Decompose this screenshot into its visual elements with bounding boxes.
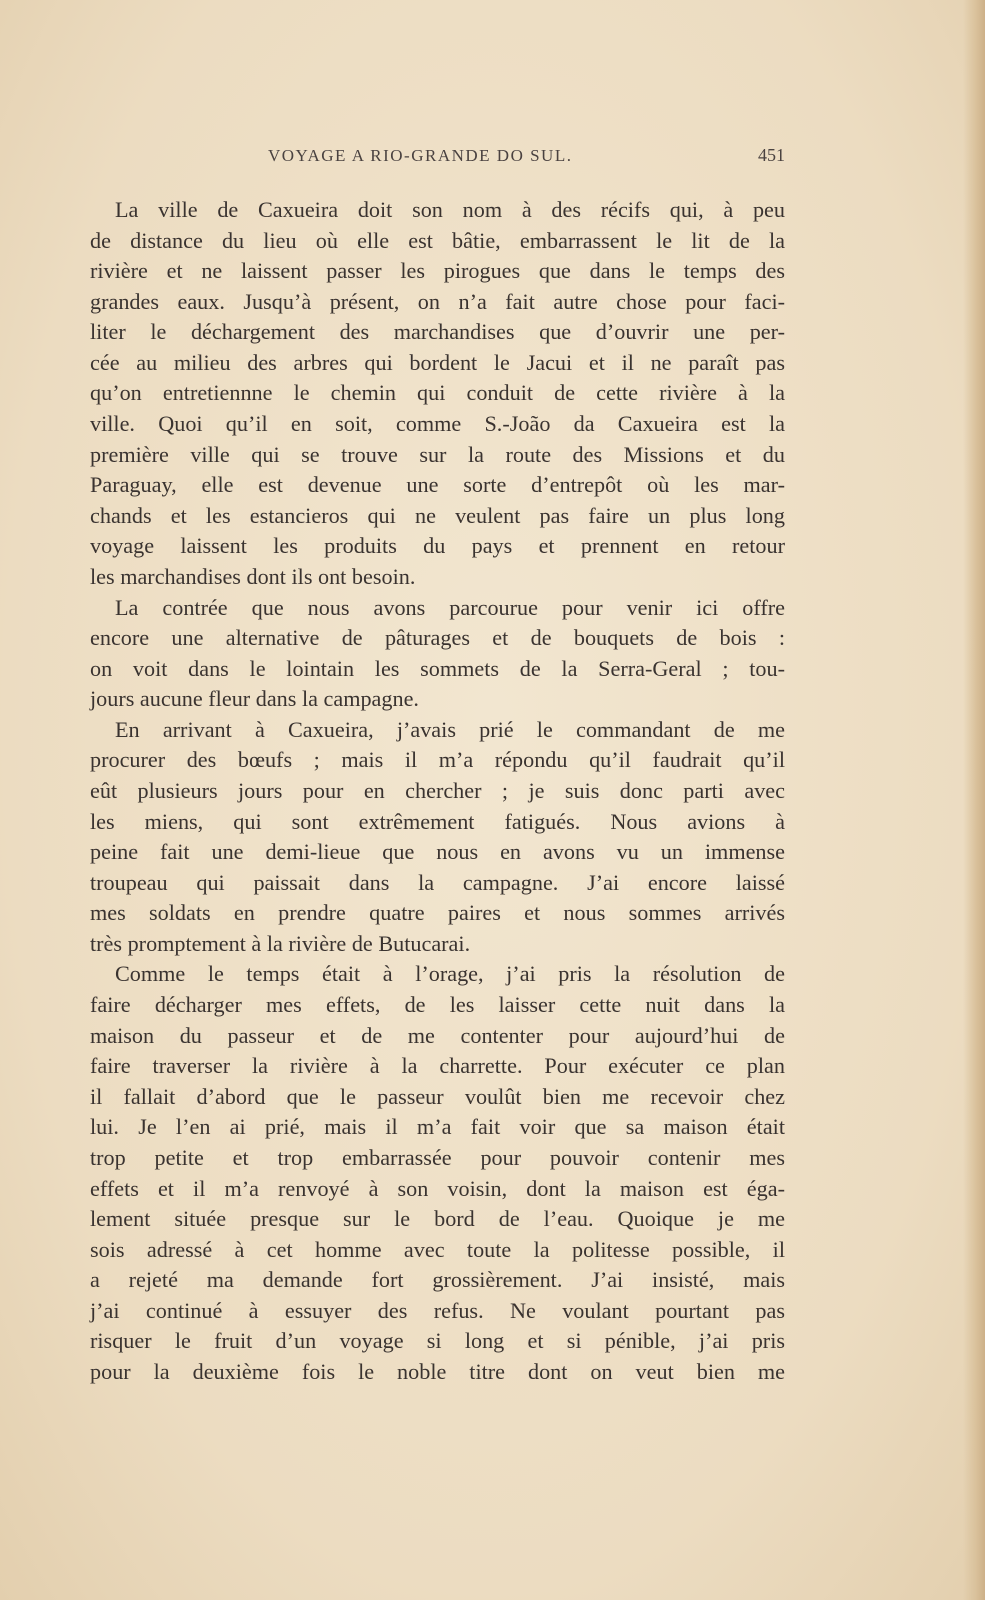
text-line: trop petite et trop embarrassée pour pouvoir contenir mes (90, 1144, 785, 1170)
text-line: cée au milieu des arbres qui bordent le Jacui et il ne paraît pas (90, 349, 785, 375)
text-line: maison du passeur et de me contenter pour aujourd’hui de (90, 1022, 785, 1048)
text-line: procurer des bœufs ; mais il m’a répondu qu’il faudrait qu’il (90, 747, 785, 773)
text-line: effets et il m’a renvoyé à son voisin, dont la maison est éga- (90, 1175, 785, 1201)
text-line: troupeau qui paissait dans la campagne. J’ai encore laissé (90, 869, 785, 895)
text-line: j’ai continué à essuyer des refus. Ne voulant pourtant pas (90, 1297, 785, 1323)
text-line: eût plusieurs jours pour en chercher ; je suis donc parti avec (90, 777, 785, 803)
text-line: rivière et ne laissent passer les pirogues que dans le temps des (90, 258, 785, 284)
page-edge (963, 0, 985, 1600)
text-line: Comme le temps était à l’orage, j’ai pris la résolution de (115, 961, 785, 987)
text-line: Paraguay, elle est devenue une sorte d’entrepôt où les mar- (90, 472, 785, 498)
text-line: voyage laissent les produits du pays et prennent en retour (90, 533, 785, 559)
text-line: lement située presque sur le bord de l’eau. Quoique je me (90, 1206, 785, 1232)
page-number: 451 (758, 145, 785, 165)
text-line: a rejeté ma demande fort grossièrement. J’ai insisté, mais (90, 1267, 785, 1293)
text-line: pour la deuxième fois le noble titre dont on veut bien me (90, 1358, 785, 1384)
text-line: faire traverser la rivière à la charrette. Pour exécuter ce plan (90, 1053, 785, 1079)
text-line: les marchandises dont ils ont besoin. (90, 563, 416, 589)
text-line: jours aucune fleur dans la campagne. (90, 686, 419, 712)
text-line: de distance du lieu où elle est bâtie, embarrassent le lit de la (90, 227, 785, 253)
text-line: liter le déchargement des marchandises que d’ouvrir une per- (90, 319, 785, 345)
text-line: très promptement à la rivière de Butucarai. (90, 930, 471, 956)
text-line: chands et les estancieros qui ne veulent pas faire un plus long (90, 502, 785, 528)
paragraph (90, 195, 785, 593)
text-line: on voit dans le lointain les sommets de la Serra-Geral ; tou- (90, 655, 785, 681)
text-line: faire décharger mes effets, de les laisser cette nuit dans la (90, 992, 785, 1018)
text-line: les miens, qui sont extrêmement fatigués. Nous avions à (90, 808, 785, 834)
text-line: risquer le fruit d’un voyage si long et si pénible, j’ai pris (90, 1328, 785, 1354)
text-line: sois adressé à cet homme avec toute la politesse possible, il (90, 1236, 785, 1262)
text-line: il fallait d’abord que le passeur voulût bien me recevoir chez (90, 1083, 785, 1109)
running-title: VOYAGE A RIO-GRANDE DO SUL. (268, 146, 573, 165)
text-line: La contrée que nous avons parcourue pour venir ici offre (115, 594, 785, 620)
text-line: En arrivant à Caxueira, j’avais prié le commandant de me (115, 716, 785, 742)
paragraph (90, 959, 785, 1387)
text-line: mes soldats en prendre quatre paires et nous sommes arrivés (90, 900, 785, 926)
paragraph (90, 593, 785, 715)
text-line: peine fait une demi-lieue que nous en avons vu un immense (90, 839, 785, 865)
text-line: ville. Quoi qu’il en soit, comme S.-João da Caxueira est la (90, 411, 785, 437)
text-line: encore une alternative de pâturages et de bouquets de bois : (90, 625, 785, 651)
page-header (90, 142, 785, 168)
text-line: lui. Je l’en ai prié, mais il m’a fait voir que sa maison était (90, 1114, 785, 1140)
text-line: première ville qui se trouve sur la route des Missions et du (90, 441, 785, 467)
text-line: grandes eaux. Jusqu’à présent, on n’a fait autre chose pour faci- (90, 288, 785, 314)
paragraph (90, 715, 785, 960)
text-line: La ville de Caxueira doit son nom à des récifs qui, à peu (115, 197, 785, 222)
text-line: qu’on entretiennne le chemin qui conduit de cette rivière à la (90, 380, 785, 406)
body-text (90, 195, 785, 1388)
